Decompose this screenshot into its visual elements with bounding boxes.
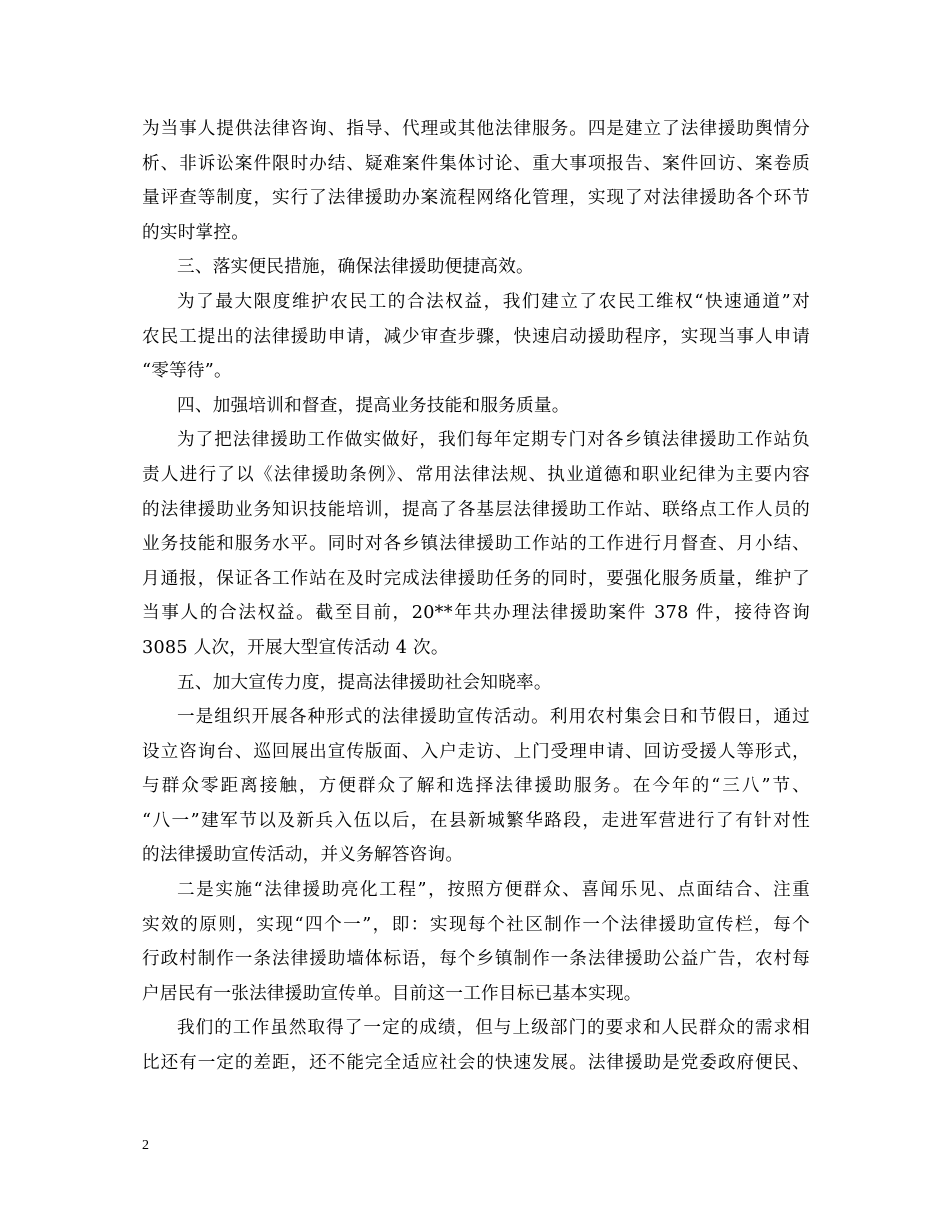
text-line: 为了最大限度维护农民工的合法权益，我们建立了农民工维权“快速通道”对 bbox=[177, 291, 810, 312]
text-line: 月通报，保证各工作站在及时完成法律援助任务的同时，要强化服务质量，维护了 bbox=[142, 568, 810, 589]
text-line: 我们的工作虽然取得了一定的成绩，但与上级部门的要求和人民群众的需求相 bbox=[177, 1018, 810, 1039]
text-line: 一是组织开展各种形式的法律援助宣传活动。利用农村集会日和节假日，通过 bbox=[177, 707, 810, 728]
text-line: 的法律援助宣传活动，并义务解答咨询。 bbox=[142, 845, 464, 866]
text-line: 责人进行了以《法律援助条例》、常用法律法规、执业道德和职业纪律为主要内容 bbox=[142, 464, 810, 485]
document-body bbox=[142, 112, 810, 1081]
text-line: 实效的原则，实现“四个一”，即：实现每个社区制作一个法律援助宣传栏，每个 bbox=[142, 914, 810, 935]
text-line: 3085 人次，开展大型宣传活动 4 次。 bbox=[142, 637, 449, 658]
text-line: “八一”建军节以及新兵入伍以后，在县新城繁华路段，走进军营进行了有针对性 bbox=[142, 810, 810, 831]
text-line: 当事人的合法权益。截至目前，20**年共办理法律援助案件 378 件，接待咨询 bbox=[142, 603, 810, 624]
text-line: 设立咨询台、巡回展出宣传版面、入户走访、上门受理申请、回访受援人等形式， bbox=[142, 741, 810, 762]
text-line: “零等待”。 bbox=[142, 361, 232, 382]
text-line: 析、非诉讼案件限时办结、疑难案件集体讨论、重大事项报告、案件回访、案卷质 bbox=[142, 153, 810, 174]
page-number: 2 bbox=[142, 1138, 149, 1153]
text-line: 行政村制作一条法律援助墙体标语，每个乡镇制作一条法律援助公益广告，农村每 bbox=[142, 949, 810, 970]
text-line: 为了把法律援助工作做实做好，我们每年定期专门对各乡镇法律援助工作站负 bbox=[177, 430, 810, 451]
text-line: 的实时掌控。 bbox=[142, 222, 250, 243]
text-line: 的法律援助业务知识技能培训，提高了各基层法律援助工作站、联络点工作人员的 bbox=[142, 499, 810, 520]
text-line: 为当事人提供法律咨询、指导、代理或其他法律服务。四是建立了法律援助舆情分 bbox=[142, 119, 810, 139]
text-line: 农民工提出的法律援助申请，减少审查步骤，快速启动援助程序，实现当事人申请 bbox=[142, 326, 810, 347]
text-line: 量评查等制度，实行了法律援助办案流程网络化管理，实现了对法律援助各个环节 bbox=[142, 188, 810, 209]
text-line: 业务技能和服务水平。同时对各乡镇法律援助工作站的工作进行月督查、月小结、 bbox=[142, 534, 810, 555]
text-line: 与群众零距离接触，方便群众了解和选择法律援助服务。在今年的“三八”节、 bbox=[142, 776, 810, 797]
text-line: 五、加大宣传力度，提高法律援助社会知晓率。 bbox=[177, 672, 552, 693]
text-line: 二是实施“法律援助亮化工程”，按照方便群众、喜闻乐见、点面结合、注重 bbox=[177, 880, 810, 901]
text-line: 比还有一定的差距，还不能完全适应社会的快速发展。法律援助是党委政府便民、 bbox=[142, 1053, 810, 1074]
text-line: 三、落实便民措施，确保法律援助便捷高效。 bbox=[177, 257, 534, 278]
text-line: 户居民有一张法律援助宣传单。目前这一工作目标已基本实现。 bbox=[142, 983, 642, 1004]
text-line: 四、加强培训和督查，提高业务技能和服务质量。 bbox=[177, 395, 570, 416]
